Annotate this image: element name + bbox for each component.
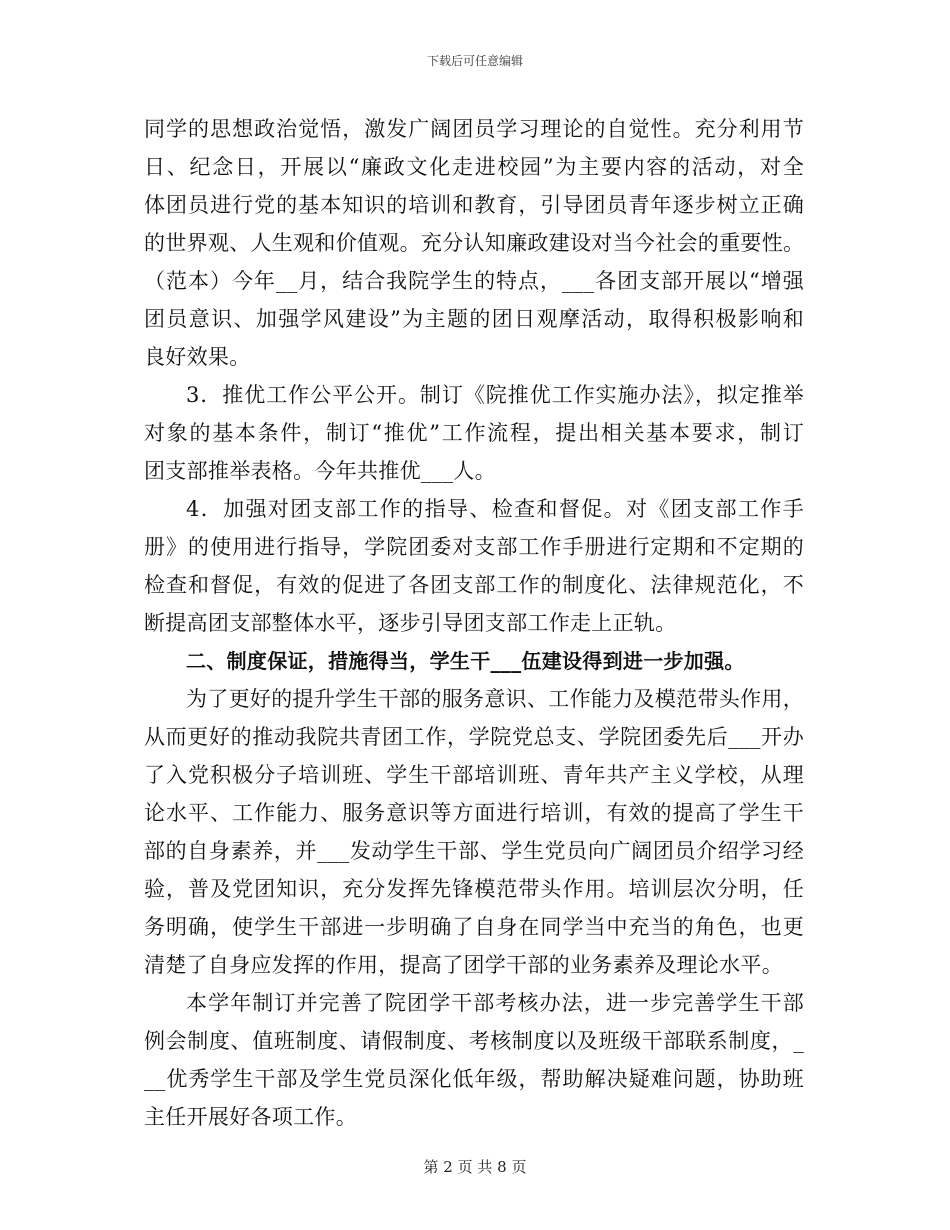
text-line: 同学的思想政治觉悟，激发广阔团员学习理论的自觉性。充分利用节 [144,117,804,141]
text-line: 清楚了自身应发挥的作用，提高了团学干部的业务素养及理论水平。 [144,953,783,977]
page-header-note: 下载后可任意编辑 [426,54,523,68]
text-line: 断提高团支部整体水平，逐步引导团支部工作走上正轨。 [144,611,677,635]
text-line: 良好效果。 [144,345,251,369]
text-line: 团员意识、加强学风建设”为主题的团日观摩活动，取得积极影响和 [144,307,804,331]
text-line: 部的自身素养，并___发动学生干部、学生党员向广阔团员介绍学习经 [144,839,804,863]
text-line: 团支部推举表格。今年共推优___人。 [144,459,496,483]
text-line: 册》的使用进行指导，学院团委对支部工作手册进行定期和不定期的 [144,535,804,559]
text-line: 务明确，使学生干部进一步明确了自身在同学当中充当的角色，也更 [144,915,804,939]
page-number: 第 2 页 共 8 页 [423,1158,527,1176]
text-line: （范本）今年__月，结合我院学生的特点，___各团支部开展以“增强 [144,269,804,293]
text-line: 检查和督促，有效的促进了各团支部工作的制度化、法律规范化，不 [144,573,804,597]
text-line: 论水平、工作能力、服务意识等方面进行培训，有效的提高了学生干 [144,801,804,825]
text-line: 本学年制订并完善了院团学干部考核办法，进一步完善学生干部 [186,991,804,1015]
text-line: 的世界观、人生观和价值观。充分认知廉政建设对当今社会的重要性。 [144,231,805,255]
text-line: 4．加强对团支部工作的指导、检查和督促。对《团支部工作手 [186,497,804,521]
text-line: 为了更好的提升学生干部的服务意识、工作能力及模范带头作用， [186,687,804,711]
text-line: 了入党积极分子培训班、学生干部培训班、青年共产主义学校，从理 [144,763,804,787]
text-line: 例会制度、值班制度、请假制度、考核制度以及班级干部联系制度，_ [144,1029,804,1053]
text-line: __优秀学生干部及学生党员深化低年级，帮助解决疑难问题，协助班 [144,1067,804,1091]
text-line: 对象的基本条件，制订“推优”工作流程，提出相关基本要求，制订 [144,421,804,445]
text-line: 从而更好的推动我院共青团工作，学院党总支、学院团委先后___开办 [144,725,804,749]
text-line: 验，普及党团知识，充分发挥先锋模范带头作用。培训层次分明，任 [144,877,804,901]
text-line: 日、纪念日，开展以“廉政文化走进校园”为主要内容的活动，对全 [144,155,804,179]
text-line: 3．推优工作公平公开。制订《院推优工作实施办法》，拟定推举 [186,383,804,407]
text-line: 主任开展好各项工作。 [144,1105,357,1129]
document-body [144,110,804,1136]
section-heading: 二、制度保证，措施得当，学生干___伍建设得到进一步加强。 [186,649,745,673]
text-line: 体团员进行党的基本知识的培训和教育，引导团员青年逐步树立正确 [144,193,804,217]
